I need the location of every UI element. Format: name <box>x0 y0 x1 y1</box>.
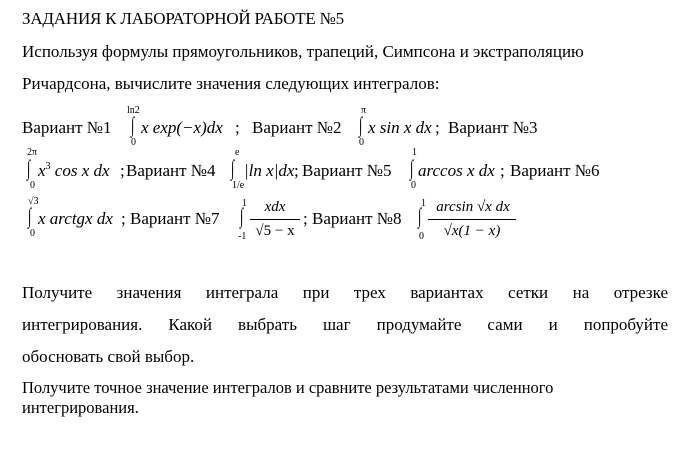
variant-8-lower-limit: 0 <box>419 231 424 242</box>
variant-8-label: Вариант №8 <box>312 209 402 228</box>
variant-4-integrand: |ln x|dx <box>244 161 295 180</box>
variant-7-lower-limit: -1 <box>238 231 247 242</box>
variant-7-numerator: xdx <box>264 199 286 215</box>
variant-5-upper-limit: 1 <box>412 147 417 158</box>
integral-sign-8: ∫ <box>418 203 422 228</box>
variant-4-upper-limit: e <box>235 147 240 158</box>
variants-row-3 <box>22 195 672 247</box>
integral-sign-3: ∫ <box>27 155 31 180</box>
paragraph-2-line-2: интегрирования. <box>22 398 139 417</box>
integral-sign-5: ∫ <box>410 155 414 180</box>
variants-row-2 <box>22 148 672 190</box>
variant-6-lower-limit: 0 <box>30 228 35 239</box>
variant-3-lower-limit: 0 <box>30 180 35 191</box>
integral-sign-7: ∫ <box>240 203 244 228</box>
variant-3-upper-limit: 2π <box>27 147 38 158</box>
variant-6-upper-limit: √3 <box>28 196 39 207</box>
variant-2-upper-limit: π <box>361 105 367 116</box>
variant-2-lower-limit: 0 <box>359 137 364 148</box>
integral-sign-2: ∫ <box>359 112 363 137</box>
variant-8-numerator: arcsin √x dx <box>436 199 510 215</box>
variant-6-separator: ; <box>121 209 126 228</box>
variant-5-lower-limit: 0 <box>411 180 416 191</box>
variant-7-label: Вариант №7 <box>130 209 220 228</box>
variant-7-separator: ; <box>303 209 308 228</box>
variant-3-integrand: $x^3$ cos x dx <box>38 161 110 180</box>
variant-1-separator: ; <box>235 118 240 137</box>
variant-5-separator: ; <box>500 161 505 180</box>
variant-4-separator: ; <box>294 161 299 180</box>
intro-line-2: Ричардсона, вычислите значения следующих интегралов: <box>22 74 440 93</box>
variants-row-1 <box>22 106 672 146</box>
variant-2-label: Вариант №2 <box>252 118 342 137</box>
paragraph-1-line-3: обосновать свой выбор. <box>22 347 195 366</box>
lab-title: ЗАДАНИЯ К ЛАБОРАТОРНОЙ РАБОТЕ №5 <box>22 9 344 28</box>
paragraph-1-line-1: Получите значения интеграла при трех вариантах сетки на отрезке <box>22 283 668 302</box>
variant-8-fraction-bar <box>428 219 516 220</box>
paragraph-2-line-1: Получите точное значение интегралов и сравните результатами численного <box>22 378 554 397</box>
variant-8-denominator: √x(1 − x) <box>443 223 501 239</box>
variant-2-separator: ; <box>435 118 440 137</box>
variant-1-integrand: x exp(−x)dx <box>141 118 223 137</box>
variant-7-denominator: √5 − x <box>255 223 295 239</box>
variant-2-integrand: x sin x dx <box>368 118 432 137</box>
variant-6-label: Вариант №6 <box>510 161 600 180</box>
variant-5-integrand: arccos x dx <box>418 161 495 180</box>
variant-4-label: Вариант №4 <box>126 161 216 180</box>
integral-sign-6: ∫ <box>28 203 32 228</box>
intro-line-1: Используя формулы прямоугольников, трапеций, Симпсона и экстраполяцию <box>22 42 584 61</box>
variant-3-separator: ; <box>120 161 125 180</box>
integral-sign-1: ∫ <box>131 112 135 137</box>
integral-sign-4: ∫ <box>231 155 235 180</box>
variant-1-label: Вариант №1 <box>22 118 112 137</box>
paragraph-1-line-2: интегрирования. Какой выбрать шаг продумайте сами и попробуйте <box>22 315 668 334</box>
variant-1-lower-limit: 0 <box>131 137 136 148</box>
variant-7-upper-limit: 1 <box>242 198 247 209</box>
variant-7-fraction-bar <box>250 219 300 220</box>
variant-3-label: Вариант №3 <box>448 118 538 137</box>
variant-5-label: Вариант №5 <box>302 161 392 180</box>
variant-4-lower-limit: 1/e <box>232 180 245 191</box>
variant-6-integrand: x arctgx dx <box>38 209 113 228</box>
variant-1-upper-limit: ln2 <box>127 105 140 116</box>
variant-8-upper-limit: 1 <box>421 198 426 209</box>
